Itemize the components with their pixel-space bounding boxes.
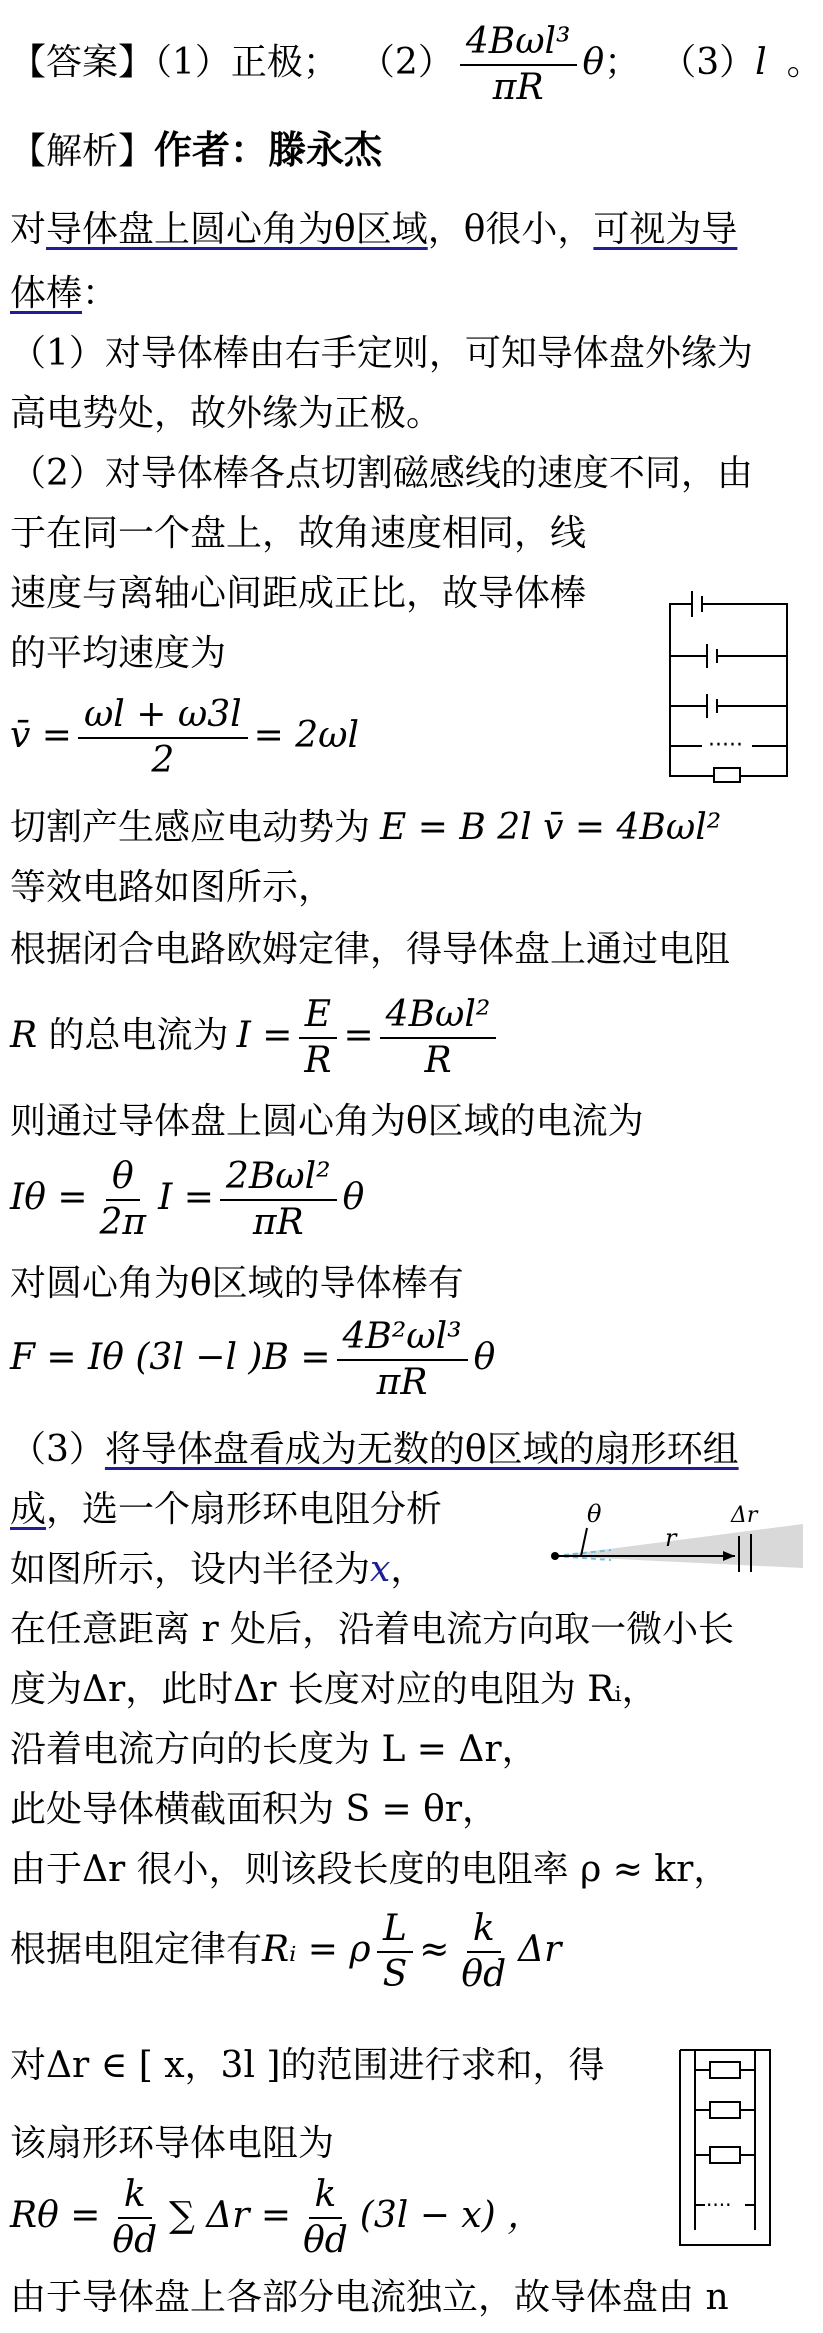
- text-line: 该扇形环导体电阻为: [10, 2123, 335, 2164]
- text-line: 沿着电流方向的长度为 L = Δr，: [10, 1729, 538, 1770]
- resistor-network-figure: [660, 2030, 800, 2260]
- analysis-prefix: 【解析】: [10, 131, 155, 172]
- resistor-symbol: [710, 2062, 740, 2078]
- equation-vbar: v̄ = $\frac{\omega l + \omega 3l}{2}$ = 2ωl: [10, 694, 360, 781]
- equation-force: F = Iθ (3l −l )B = $\frac{\text{4B²ωl³}}{\pi R}$ θ: [10, 1316, 496, 1403]
- author-label: 作者：: [154, 128, 269, 172]
- answer-part3-label: （3）: [660, 42, 756, 83]
- text-line: 在任意距离 r 处后，沿着电流方向取一微小长: [10, 1609, 735, 1650]
- text-line: 高电势处，故外缘为正极。: [10, 393, 443, 434]
- text-line: 速度与离轴心间距成正比，故导体棒: [10, 573, 587, 614]
- equation-current: R 的总电流为 I = $\frac{E}{R}$ = $\frac{\text{4Bωl²}}{R}$: [10, 990, 502, 1083]
- answer-part2-theta: θ: [582, 42, 605, 83]
- answer-prefix: 【答案】: [10, 42, 155, 83]
- text-line: （2）对导体棒各点切割磁感线的速度不同，由: [10, 453, 753, 494]
- text-line: 由于Δr 很小，则该段长度的电阻率 ρ ≈ kr，: [10, 1849, 730, 1890]
- resistor-symbol: [710, 2147, 740, 2163]
- answer-part2-label: （2）: [358, 42, 454, 83]
- r-label: r: [665, 1524, 677, 1552]
- text-line: 如图所示，设内半径为x，: [10, 1549, 427, 1590]
- delta-r-label: Δr: [731, 1503, 758, 1528]
- sector-shade: [555, 1524, 803, 1568]
- text-line: 切割产生感应电动势为 E = B 2l v̄ = 4Bωl²: [10, 807, 722, 848]
- answer-part2-fraction: $\frac{\text{4Bωl³}}{\pi R}$: [460, 20, 577, 110]
- answer-end: 。: [786, 42, 823, 83]
- text-line: 由于导体盘上各部分电流独立，故导体盘由 n: [10, 2277, 729, 2318]
- text-line: 度为Δr，此时Δr 长度对应的电阻为 Rᵢ，: [10, 1669, 658, 1710]
- equation-rtheta: Rθ = $\frac{k}{\theta d}$ ∑ Δr = $\frac{k}{\theta d}$ (3l − x) ，: [10, 2174, 544, 2261]
- equation-itheta: Iθ = $\frac{\theta}{2\pi}$ I = $\frac{\text{2Bωl²}}{\pi R}$ θ: [10, 1156, 365, 1243]
- text-line: （1）对导体棒由右手定则，可知导体盘外缘为: [10, 333, 753, 374]
- resistor-symbol: [714, 768, 740, 782]
- answer-part1: （1）正极；: [154, 42, 339, 83]
- text-line: 的平均速度为: [10, 633, 227, 674]
- equivalent-circuit-figure: [652, 556, 797, 786]
- text-line: （3）将导体盘看成为无数的θ区域的扇形环组: [10, 1429, 739, 1470]
- answer-sep: ；: [604, 42, 641, 83]
- text-line: 等效电路如图所示，: [10, 867, 335, 908]
- svg-text:·····: ·····: [708, 733, 743, 758]
- answer-line: [10, 20, 823, 110]
- theta-label: θ: [587, 1500, 602, 1528]
- text-line: 则通过导体盘上圆心角为θ区域的电流为: [10, 1101, 644, 1142]
- text-line: 对圆心角为θ区域的导体棒有: [10, 1263, 464, 1304]
- text-line: 根据闭合电路欧姆定律，得导体盘上通过电阻: [10, 929, 731, 970]
- text-line: 于在同一个盘上，故角速度相同，线: [10, 513, 587, 554]
- text-line: 成，选一个扇形环电阻分析: [10, 1489, 443, 1530]
- text-line: 对导体盘上圆心角为θ区域，θ很小，可视为导: [10, 209, 738, 250]
- answer-part3-value: l: [755, 42, 767, 83]
- svg-text:····: ····: [706, 2193, 732, 2217]
- sector-figure: [525, 1500, 805, 1582]
- resistor-symbol: [710, 2102, 740, 2118]
- author-name: 滕永杰: [268, 128, 383, 172]
- analysis-heading: [10, 124, 382, 178]
- text-line: 对Δr ∈ [ x，3l ]的范围进行求和，得: [10, 2045, 605, 2086]
- equation-resistance: 根据电阻定律有Rᵢ = ρ $\frac{L}{S}$ ≈ $\frac{k}{\theta d}$ Δr: [10, 1908, 562, 1995]
- text-line: 体棒：: [10, 273, 119, 314]
- text-line: 此处导体横截面积为 S = θr，: [10, 1789, 499, 1830]
